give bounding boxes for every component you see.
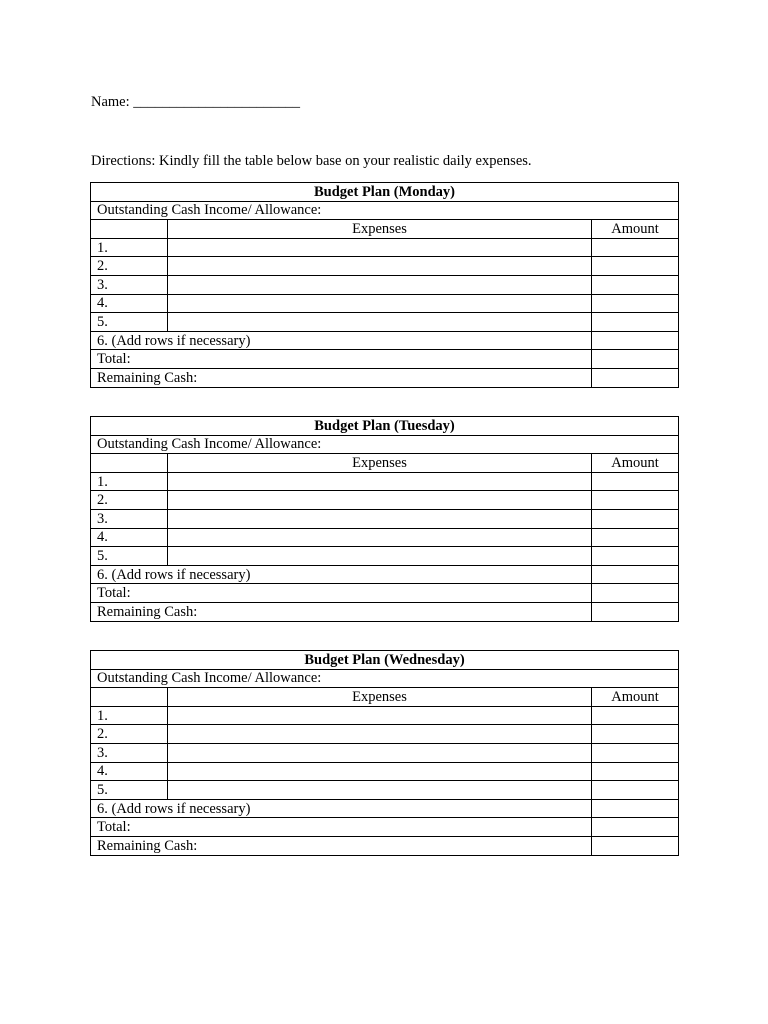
amount-cell[interactable]: [592, 547, 679, 566]
expense-cell[interactable]: [168, 257, 592, 276]
table-row: [91, 762, 679, 781]
remaining-row: [91, 836, 679, 855]
number-header-cell: [91, 220, 168, 239]
income-row: [91, 669, 679, 688]
row-number: 2.: [91, 257, 168, 276]
remaining-row: [91, 602, 679, 621]
amount-cell[interactable]: [592, 725, 679, 744]
amount-header: Amount: [592, 688, 679, 707]
row-number: 5.: [91, 781, 168, 800]
row-number: 4.: [91, 528, 168, 547]
row-number: 1.: [91, 472, 168, 491]
expense-cell[interactable]: [168, 547, 592, 566]
table-title: Budget Plan (Tuesday): [91, 417, 679, 436]
income-label[interactable]: Outstanding Cash Income/ Allowance:: [91, 201, 679, 220]
budget-table-wednesday: [90, 650, 679, 856]
expense-cell[interactable]: [168, 275, 592, 294]
row-number: 2.: [91, 491, 168, 510]
amount-cell[interactable]: [592, 781, 679, 800]
add-rows-row: [91, 331, 679, 350]
table-row: [91, 313, 679, 332]
amount-cell[interactable]: [592, 331, 679, 350]
table-row: [91, 238, 679, 257]
add-rows-label[interactable]: 6. (Add rows if necessary): [91, 565, 592, 584]
amount-header: Amount: [592, 454, 679, 473]
amount-cell[interactable]: [592, 238, 679, 257]
row-number: 1.: [91, 706, 168, 725]
table-row: [91, 275, 679, 294]
amount-cell[interactable]: [592, 313, 679, 332]
add-rows-label[interactable]: 6. (Add rows if necessary): [91, 799, 592, 818]
budget-table-tuesday: [90, 416, 679, 622]
expense-cell[interactable]: [168, 491, 592, 510]
expenses-header: Expenses: [168, 220, 592, 239]
table-title-row: [91, 417, 679, 436]
number-header-cell: [91, 454, 168, 473]
row-number: 3.: [91, 509, 168, 528]
number-header-cell: [91, 688, 168, 707]
remaining-label: Remaining Cash:: [91, 368, 592, 387]
income-row: [91, 435, 679, 454]
row-number: 4.: [91, 762, 168, 781]
total-amount-cell[interactable]: [592, 584, 679, 603]
amount-cell[interactable]: [592, 743, 679, 762]
expense-cell[interactable]: [168, 706, 592, 725]
add-rows-label[interactable]: 6. (Add rows if necessary): [91, 331, 592, 350]
expenses-header: Expenses: [168, 688, 592, 707]
expense-cell[interactable]: [168, 781, 592, 800]
total-row: [91, 350, 679, 369]
amount-cell[interactable]: [592, 528, 679, 547]
table-title: Budget Plan (Monday): [91, 183, 679, 202]
add-rows-row: [91, 799, 679, 818]
income-label[interactable]: Outstanding Cash Income/ Allowance:: [91, 435, 679, 454]
amount-cell[interactable]: [592, 275, 679, 294]
table-row: [91, 509, 679, 528]
amount-header: Amount: [592, 220, 679, 239]
expense-cell[interactable]: [168, 528, 592, 547]
expense-cell[interactable]: [168, 743, 592, 762]
remaining-label: Remaining Cash:: [91, 602, 592, 621]
total-row: [91, 818, 679, 837]
amount-cell[interactable]: [592, 472, 679, 491]
add-rows-row: [91, 565, 679, 584]
total-amount-cell[interactable]: [592, 818, 679, 837]
table-row: [91, 743, 679, 762]
table-row: [91, 528, 679, 547]
row-number: 5.: [91, 547, 168, 566]
expense-cell[interactable]: [168, 294, 592, 313]
table-row: [91, 725, 679, 744]
row-number: 4.: [91, 294, 168, 313]
expense-cell[interactable]: [168, 509, 592, 528]
row-number: 3.: [91, 275, 168, 294]
table-title-row: [91, 183, 679, 202]
expense-cell[interactable]: [168, 762, 592, 781]
row-number: 2.: [91, 725, 168, 744]
budget-table-monday: [90, 182, 679, 388]
amount-cell[interactable]: [592, 294, 679, 313]
table-title: Budget Plan (Wednesday): [91, 651, 679, 670]
amount-cell[interactable]: [592, 491, 679, 510]
expense-cell[interactable]: [168, 472, 592, 491]
row-number: 1.: [91, 238, 168, 257]
amount-cell[interactable]: [592, 509, 679, 528]
expenses-header: Expenses: [168, 454, 592, 473]
header-row: [91, 220, 679, 239]
table-row: [91, 781, 679, 800]
total-label: Total:: [91, 584, 592, 603]
expense-cell[interactable]: [168, 238, 592, 257]
amount-cell[interactable]: [592, 706, 679, 725]
remaining-amount-cell[interactable]: [592, 602, 679, 621]
expense-cell[interactable]: [168, 313, 592, 332]
income-label[interactable]: Outstanding Cash Income/ Allowance:: [91, 669, 679, 688]
row-number: 5.: [91, 313, 168, 332]
expense-cell[interactable]: [168, 725, 592, 744]
total-label: Total:: [91, 350, 592, 369]
table-title-row: [91, 651, 679, 670]
remaining-amount-cell[interactable]: [592, 836, 679, 855]
table-row: [91, 294, 679, 313]
amount-cell[interactable]: [592, 762, 679, 781]
table-row: [91, 257, 679, 276]
header-row: [91, 454, 679, 473]
remaining-amount-cell[interactable]: [592, 368, 679, 387]
table-row: [91, 706, 679, 725]
name-field-label: Name: _______________________: [91, 94, 301, 110]
total-label: Total:: [91, 818, 592, 837]
total-amount-cell[interactable]: [592, 350, 679, 369]
table-row: [91, 547, 679, 566]
table-row: [91, 491, 679, 510]
amount-cell[interactable]: [592, 799, 679, 818]
remaining-row: [91, 368, 679, 387]
amount-cell[interactable]: [592, 565, 679, 584]
directions-text: Directions: Kindly fill the table below base on your realistic daily expenses.: [91, 153, 532, 169]
remaining-label: Remaining Cash:: [91, 836, 592, 855]
total-row: [91, 584, 679, 603]
table-row: [91, 472, 679, 491]
income-row: [91, 201, 679, 220]
row-number: 3.: [91, 743, 168, 762]
amount-cell[interactable]: [592, 257, 679, 276]
header-row: [91, 688, 679, 707]
